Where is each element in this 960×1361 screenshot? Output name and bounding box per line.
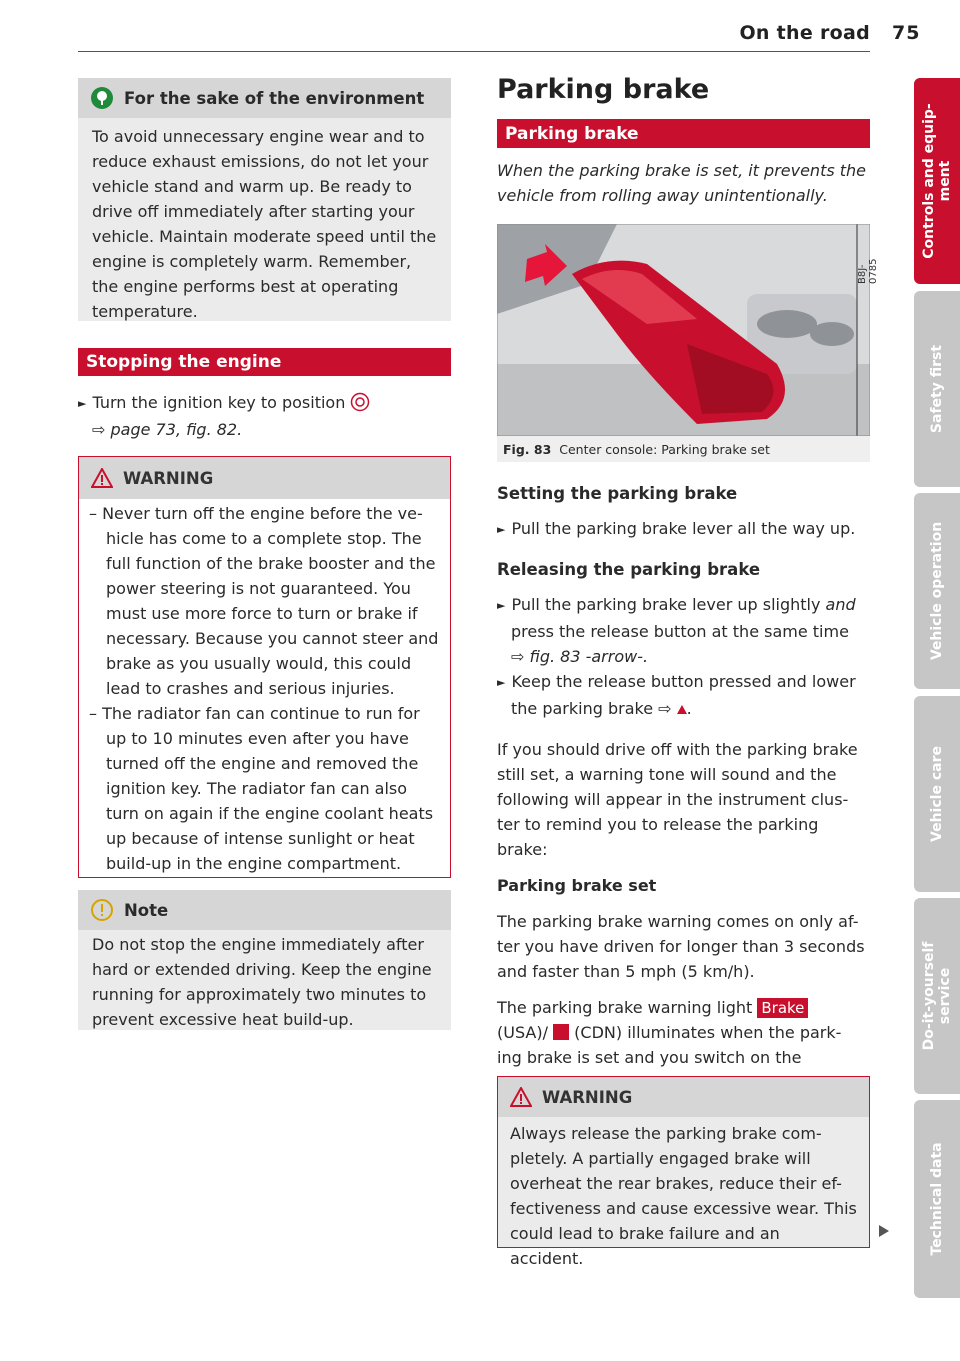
warning-line: overheat the rear brakes, reduce their ef-	[510, 1174, 842, 1193]
side-tab-technical-data[interactable]: Technical data	[914, 1100, 960, 1298]
header-rule	[78, 51, 870, 52]
warning-line: turned off the engine and removed the	[106, 754, 419, 773]
env-line: engine is completely warm. Remember,	[92, 252, 412, 271]
warning-line: turn on again if the engine coolant heats	[106, 804, 434, 823]
warning-line: necessary. Because you cannot steer and	[106, 629, 439, 648]
leaf-icon	[90, 86, 114, 110]
parking-brake-bar-title: Parking brake	[505, 123, 639, 144]
environment-box	[78, 78, 451, 321]
warning-ref-icon	[677, 705, 687, 714]
continue-arrow-icon	[879, 1225, 889, 1237]
warning-triangle-icon	[510, 1087, 532, 1107]
parking-brake-bar	[497, 119, 870, 148]
warning-box-header	[79, 457, 450, 499]
note-box-header	[78, 890, 451, 930]
warning-light-line: The parking brake warning light Brake	[497, 995, 870, 1020]
drive-para: still set, a warning tone will sound and the	[497, 765, 837, 784]
warning-line: power steering is not guaranteed. You	[106, 579, 411, 598]
warning-line: up because of intense sunlight or heat	[106, 829, 415, 848]
bullet-icon: ►	[497, 523, 506, 536]
release-step-1: ► Pull the parking brake lever up slightly and	[497, 595, 856, 614]
brake-set-para: The parking brake warning comes on only af-	[497, 912, 859, 931]
warning-line: – Never turn off the engine before the ve-	[89, 504, 423, 523]
warning-box-parking	[497, 1076, 870, 1268]
page-number: 75	[892, 22, 921, 44]
ignition-position-0-icon	[350, 392, 370, 412]
warning-line: up to 10 minutes even after you have	[106, 729, 409, 748]
figure-label: Fig. 83	[503, 442, 552, 457]
info-circle-icon	[90, 898, 114, 922]
warning-title: WARNING	[123, 468, 214, 488]
drive-para: following will appear in the instrument clus-	[497, 790, 849, 809]
environment-box-header	[78, 78, 451, 118]
releasing-title: Releasing the parking brake	[497, 560, 761, 579]
stopping-step-ref: ⇨ page 73, fig. 82.	[92, 420, 243, 439]
env-line: vehicle stand and warm up. Be ready to	[92, 177, 412, 196]
warning-line: must use more force to turn or brake if	[106, 604, 418, 623]
warning-line: full function of the brake booster and the	[106, 554, 436, 573]
drive-para: brake:	[497, 840, 548, 859]
bullet-icon: ►	[497, 676, 506, 689]
figure-code: B8J-0785	[857, 258, 879, 284]
warning-line: – The radiator fan can continue to run for	[89, 704, 420, 723]
warning-light-line: (USA)/ (CDN) illuminates when the park-	[497, 1023, 842, 1042]
warning-box-engine	[78, 456, 451, 878]
side-tab-diy-service[interactable]: Do-it-yourself service	[914, 898, 960, 1094]
release-step-1-ref: ⇨ fig. 83 -arrow-.	[511, 647, 649, 666]
drive-para: ter to remind you to release the parking	[497, 815, 819, 834]
warning-box-header	[498, 1077, 869, 1117]
warning-line: ignition key. The radiator fan can also	[106, 779, 408, 798]
note-line: prevent excessive heat build-up.	[92, 1010, 354, 1029]
note-line: hard or extended driving. Keep the engine	[92, 960, 432, 979]
brake-set-para: and faster than 5 mph (5 km/h).	[497, 962, 755, 981]
warning-line: could lead to brake failure and an accident.	[510, 1224, 780, 1268]
warning-line: lead to crashes and serious injuries.	[106, 679, 395, 698]
brake-set-para: ter you have driven for longer than 3 seconds	[497, 937, 865, 956]
parking-brake-heading: Parking brake	[497, 74, 710, 105]
env-line: To avoid unnecessary engine wear and to	[92, 127, 425, 146]
note-title: Note	[124, 900, 169, 920]
note-box	[78, 890, 451, 1030]
setting-title: Setting the parking brake	[497, 484, 738, 503]
side-tab-safety[interactable]: Safety first	[914, 291, 960, 487]
warning-line: fectiveness and cause excessive wear. This	[510, 1199, 857, 1218]
bullet-icon: ►	[78, 397, 87, 410]
warning-line: build-up in the engine compartment.	[106, 854, 402, 873]
brake-lamp-usa-icon: Brake	[757, 998, 808, 1018]
brake-set-title: Parking brake set	[497, 876, 657, 895]
bullet-icon: ►	[497, 599, 506, 612]
release-step-1-cont: press the release button at the same time	[511, 622, 849, 641]
env-line: temperature.	[92, 302, 198, 321]
figure-caption: Center console: Parking brake set	[559, 442, 770, 457]
env-line: reduce exhaust emissions, do not let your	[92, 152, 429, 171]
side-tab-controls[interactable]: Controls and equip- ment	[914, 78, 960, 284]
stopping-engine-bar	[78, 348, 451, 376]
drive-para: If you should drive off with the parking brake	[497, 740, 858, 759]
brake-lamp-cdn-icon	[553, 1024, 569, 1040]
setting-step: ► Pull the parking brake lever all the way up.	[497, 519, 856, 538]
warning-line: hicle has come to a complete stop. The	[106, 529, 422, 548]
side-tab-vehicle-care[interactable]: Vehicle care	[914, 696, 960, 892]
env-line: drive off immediately after starting your	[92, 202, 415, 221]
parking-intro: When the parking brake is set, it prevents the	[497, 161, 867, 180]
warning-light-line: ing brake is set and you switch on the	[497, 1048, 802, 1067]
env-line: the engine performs best at operating	[92, 277, 399, 296]
warning-line: pletely. A partially engaged brake will	[510, 1149, 811, 1168]
side-tab-vehicle-operation[interactable]: Vehicle operation	[914, 493, 960, 689]
parking-brake-illustration	[497, 224, 870, 436]
parking-intro: vehicle from rolling away unintentionally.	[497, 186, 828, 205]
note-line: running for approximately two minutes to	[92, 985, 427, 1004]
warning-line: Always release the parking brake com-	[510, 1124, 822, 1143]
release-step-2: ► Keep the release button pressed and lower	[497, 672, 856, 691]
warning-title: WARNING	[542, 1087, 633, 1107]
note-line: Do not stop the engine immediately after	[92, 935, 424, 954]
section-title: On the road	[739, 22, 870, 44]
env-line: vehicle. Maintain moderate speed until the	[92, 227, 437, 246]
warning-triangle-icon	[91, 468, 113, 488]
environment-box-title: For the sake of the environment	[124, 88, 425, 108]
figure-parking-brake	[497, 224, 879, 462]
stopping-engine-title: Stopping the engine	[86, 352, 282, 372]
stopping-step: ► Turn the ignition key to position	[78, 390, 451, 417]
warning-line: brake as you usually would, this could	[106, 654, 412, 673]
release-step-2-cont: the parking brake ⇨ .	[511, 699, 692, 718]
